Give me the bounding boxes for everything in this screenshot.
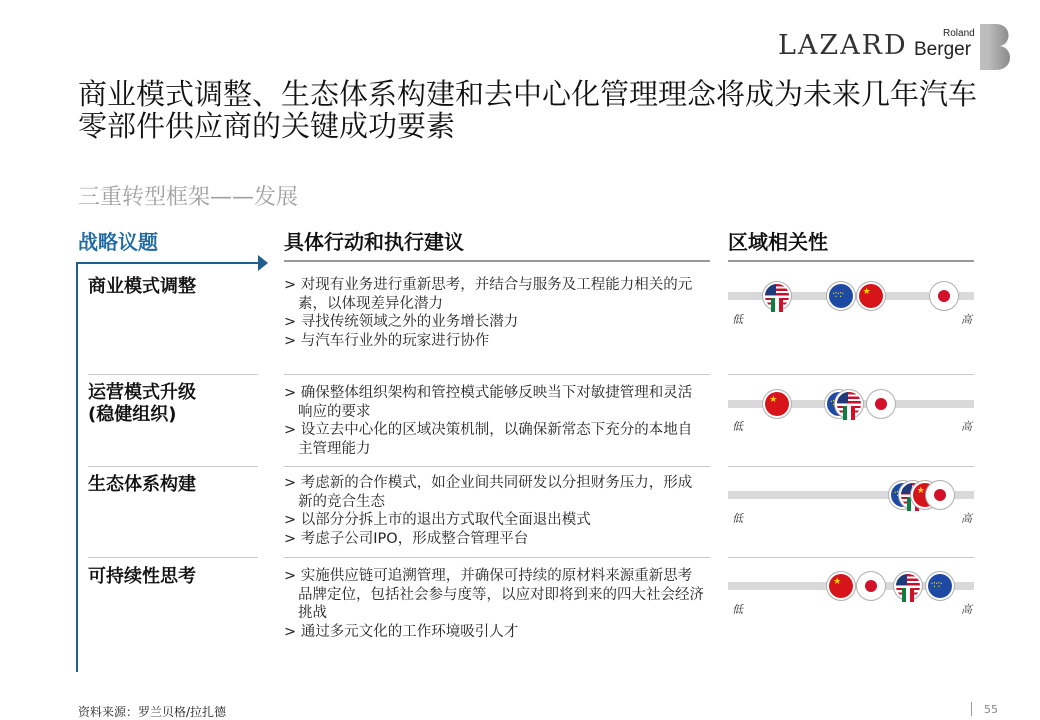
column-header-issue: 战略议题 <box>78 230 158 254</box>
mx-icon <box>771 298 783 312</box>
roland-berger-logo-berger: Berger <box>914 39 972 60</box>
bullet-item: > 与汽车行业外的玩家进行协作 <box>284 332 490 349</box>
scale-low-label: 低 <box>732 512 743 525</box>
scale-high-label: 高 <box>961 313 972 326</box>
scale-high-label: 高 <box>961 512 972 525</box>
arrow-right-icon <box>258 255 268 271</box>
issue-bracket-top <box>76 262 262 264</box>
row-divider <box>88 557 258 558</box>
row-divider <box>728 374 974 375</box>
footer-divider <box>971 702 972 716</box>
cn-icon <box>859 284 883 308</box>
bullet-item: > 设立去中心化的区域决策机制，以确保新常态下充分的本地自主管理能力 <box>284 422 693 457</box>
row-divider <box>728 557 974 558</box>
scale-low-label: 低 <box>732 420 743 433</box>
actions-header-rule <box>284 260 710 262</box>
bullet-item: > 通过多元文化的工作环境吸引人才 <box>284 623 519 640</box>
jp-icon <box>932 284 956 308</box>
mx-icon <box>843 406 855 420</box>
jp-icon <box>859 574 883 598</box>
roland-berger-b-icon <box>978 22 1016 72</box>
bullet-item: > 对现有业务进行重新思考，并结合与服务及工程能力相关的元素，以体现差异化潜力 <box>284 277 693 312</box>
bullet-item: > 实施供应链可追溯管理，并确保可持续的原材料来源重新思考品牌定位，包括社会参与度等，以应对即将到来的四大社会经济挑战 <box>284 568 704 621</box>
issue-bracket-line <box>76 262 78 672</box>
row-bullets-ecosystem <box>284 474 704 548</box>
page-number: 55 <box>984 703 998 716</box>
roland-berger-logo-roland: Roland <box>943 28 975 39</box>
row-bullets-business-model <box>284 276 704 350</box>
mx-icon <box>902 588 914 602</box>
page-title: 商业模式调整、生态体系构建和去中心化管理理念将成为未来几年汽车零部件供应商的关键成功要素 <box>78 77 978 143</box>
column-header-relevance: 区域相关性 <box>728 230 828 254</box>
page-subtitle: 三重转型框架——发展 <box>78 185 299 210</box>
scale-low-label: 低 <box>732 603 743 616</box>
jp-icon <box>869 392 893 416</box>
bullet-item: > 考虑子公司IPO，形成整合管理平台 <box>284 530 529 547</box>
row-divider <box>284 374 710 375</box>
row-label-business-model: 商业模式调整 <box>88 276 196 297</box>
jp-icon <box>928 483 952 507</box>
row-divider <box>728 466 974 467</box>
scale-high-label: 高 <box>961 603 972 616</box>
cn-icon <box>829 574 853 598</box>
row-bullets-operating-model <box>284 384 704 458</box>
row-divider <box>284 466 710 467</box>
scale-high-label: 高 <box>961 420 972 433</box>
bullet-item: > 考虑新的合作模式，如企业间共同研发以分担财务压力，形成新的竞合生态 <box>284 475 693 510</box>
lazard-logo: LAZARD <box>778 30 908 61</box>
bullet-item: > 寻找传统领域之外的业务增长潜力 <box>284 314 519 330</box>
eu-icon <box>829 284 853 308</box>
column-header-actions: 具体行动和执行建议 <box>284 230 464 254</box>
source-note: 资料来源：罗兰贝格/拉扎德 <box>78 705 227 719</box>
bullet-item: > 以部分分拆上市的退出方式取代全面退出模式 <box>284 512 591 528</box>
relevance-header-rule <box>728 260 974 262</box>
bullet-item: > 确保整体组织架构和管控模式能够反映当下对敏捷管理和灵活响应的要求 <box>284 385 693 420</box>
row-divider <box>88 374 258 375</box>
scale-low-label: 低 <box>732 313 743 326</box>
row-bullets-sustainability <box>284 567 704 641</box>
row-label-sustainability: 可持续性思考 <box>88 566 196 587</box>
eu-icon <box>928 574 952 598</box>
row-label-operating-model: 运营模式升级 (稳健组织) <box>88 382 196 425</box>
row-divider <box>88 466 258 467</box>
row-label-ecosystem: 生态体系构建 <box>88 474 196 495</box>
row-divider <box>284 557 710 558</box>
cn-icon <box>765 392 789 416</box>
